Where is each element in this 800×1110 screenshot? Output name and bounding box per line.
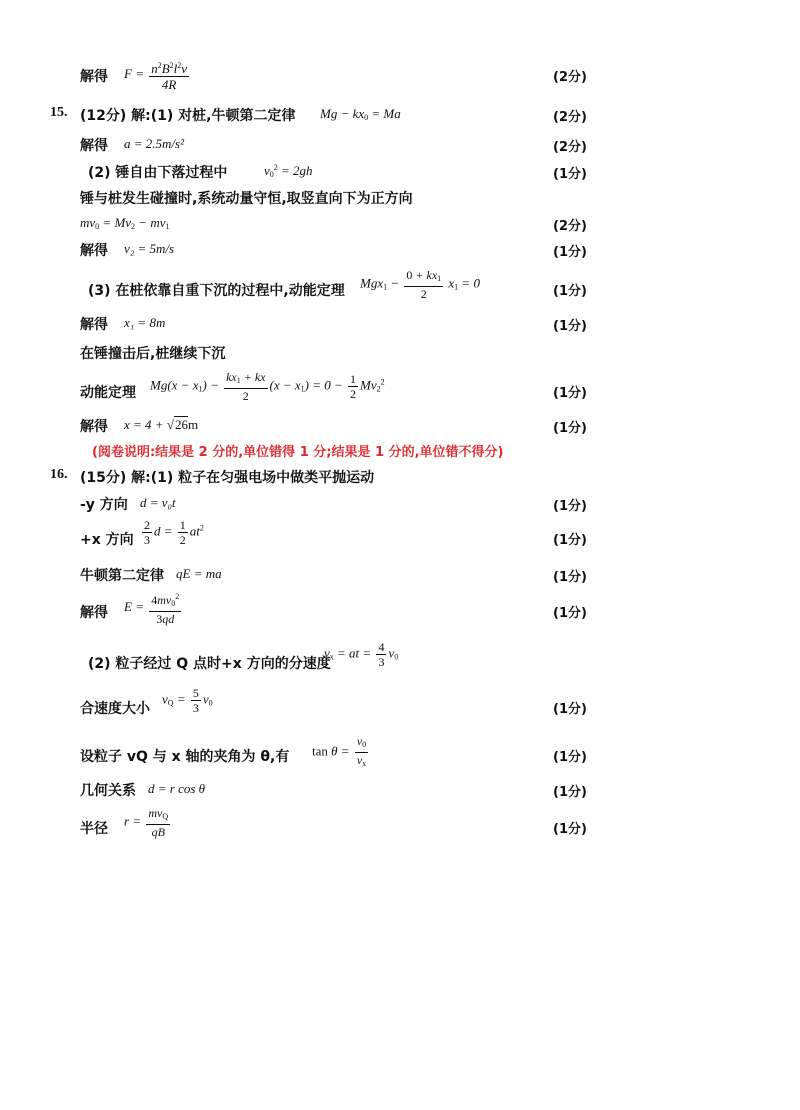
score-mark: (2分) [553,219,587,234]
label-angle: 设粒子 vQ 与 x 轴的夹角为 θ,有 [80,749,290,765]
score-mark: (1分) [553,785,587,800]
eq-vx: $v_x$ = at = $\frac{4}{3}$ $v_0$ [324,640,399,669]
eq-F: F = $\frac{n^2B^2l^2v}{4R}$ [124,58,191,92]
grading-note: (阅卷说明:结果是 2 分的,单位错得 1 分;结果是 1 分的,单位错不得分) [92,445,504,460]
label-newton2: 牛顿第二定律 [80,568,164,584]
score-mark: (1分) [553,606,587,621]
label-jiede: 解得 [80,243,108,259]
score-mark: (1分) [553,533,587,548]
score-mark: (1分) [553,822,587,837]
label-jiede: 解得 [80,138,108,154]
score-mark: (1分) [553,421,587,436]
eq-x-prefix: x = 4 + [124,417,164,432]
eq-qE: qE = ma [176,566,222,581]
label-pos-x: +x 方向 [80,532,134,548]
score-mark: (1分) [553,499,587,514]
label-geom: 几何关系 [80,783,136,799]
q15-heading: (12分) 解:(1) 对桩,牛顿第二定律 [80,108,296,124]
eq-a-value: a = 2.5m/s² [124,136,184,151]
eq-x-unit: m [187,417,199,432]
eq-pos-x: $\frac{2}{3}$ d = $\frac{1}{2}$ $at^2$ [144,518,204,547]
score-mark: (1分) [553,750,587,765]
q16-heading: (15分) 解:(1) 粒子在匀强电场中做类平抛运动 [80,470,375,486]
eq-momentum: $mv_0 = Mv_2 - mv_1$ [80,215,170,231]
eq-free-fall: $v_0^2 = 2gh$ [264,163,313,179]
eq-radius: r = $\frac{mv_Q}{qB}$ [124,806,169,839]
score-mark: (1分) [553,245,587,260]
label-jiede: 解得 [80,419,108,435]
score-mark: (1分) [553,167,587,182]
score-mark: (1分) [553,570,587,585]
eq-x-value: x = 4 + √26m [124,417,199,432]
part2b-label: (2) 粒子经过 Q 点时+x 方向的分速度 [88,656,331,672]
question-number-16: 16. [50,467,68,482]
part2-label: (2) 锤自由下落过程中 [88,165,228,181]
score-mark: (1分) [553,386,587,401]
eq-energy-2: $Mg(x - x_1)$ − $\frac{kx_1 + kx}{2}$ $(x - x_1) = 0$ − $\frac{1}{2}$ $Mv_2^2$ [150,370,385,403]
score-mark: (1分) [553,702,587,717]
eq-d-rcos: d = r cos θ [148,781,206,796]
collision-text: 锤与桩发生碰撞时,系统动量守恒,取竖直向下为正方向 [80,191,413,207]
score-mark: (1分) [553,284,587,299]
after-text: 在锤撞击后,桩继续下沉 [80,346,226,362]
label-neg-y: -y 方向 [80,497,128,513]
eq-d-vt: d = v₀t [140,495,176,510]
part3-label: (3) 在桩依靠自重下沉的过程中,动能定理 [88,283,345,299]
label-jiede: 解得 [80,605,108,621]
eq-v2-value: v₂ = 5m/s [124,241,175,256]
eq-E: E = $\frac{4mv_0^2}{3qd}$ [124,592,180,626]
score-mark: (1分) [553,319,587,334]
eq-vQ: $v_Q$ = $\frac{5}{3}$ $v_0$ [162,686,213,715]
eq-newton-pile: $Mg - kx_0 = Ma$ [320,106,401,122]
label-dongneng: 动能定理 [80,385,136,401]
label-jiede: 解得 [80,69,108,85]
label-radius: 半径 [80,821,108,837]
score-mark: (2分) [553,70,587,85]
question-number-15: 15. [50,105,68,120]
eq-energy-1: Mgx$_1$ − $\frac{0 + kx_1}{2}$ $x_1 = 0$ [360,268,480,301]
score-mark: (2分) [553,140,587,155]
label-jiede: 解得 [80,317,108,333]
eq-x-radicand: 26 [174,417,188,432]
eq-x1-value: x₁ = 8m [124,315,166,330]
label-hesudu: 合速度大小 [80,701,150,717]
eq-tan: tan θ = $\frac{v_0}{v_x}$ [312,734,367,768]
score-mark: (2分) [553,110,587,125]
